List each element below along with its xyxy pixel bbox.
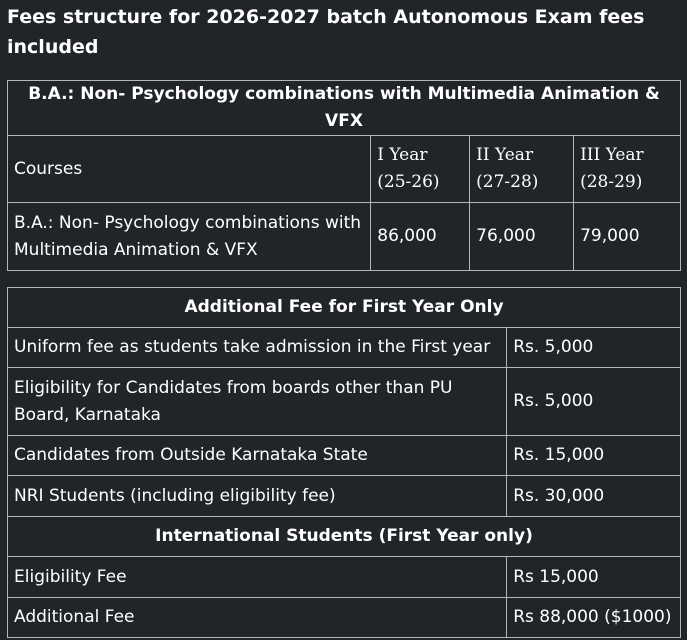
table-row [8, 598, 681, 638]
year3-column-header: III Year (28-29) [574, 136, 681, 203]
fee-label-cell: Eligibility for Candidates from boards other than PU Board, Karnataka [8, 368, 507, 436]
table-row [8, 368, 681, 436]
additional-fee-table [7, 287, 681, 638]
fee-label-cell: NRI Students (including eligibility fee) [8, 476, 507, 517]
page-heading: Fees structure for 2026-2027 batch Autonomous Exam fees included [7, 6, 645, 58]
table-row [8, 557, 681, 598]
fee-value-cell: Rs 15,000 [507, 557, 681, 598]
additional-fee-title-row [8, 288, 681, 328]
fee-label-cell: Additional Fee [8, 598, 507, 638]
fee-value-cell: Rs. 5,000 [507, 328, 681, 368]
year3-fee-cell: 79,000 [574, 203, 681, 271]
fee-value-cell: Rs. 5,000 [507, 368, 681, 436]
fee-label-cell: Eligibility Fee [8, 557, 507, 598]
table-row [8, 328, 681, 368]
course-fee-table [7, 80, 681, 271]
year1-column-header: I Year (25-26) [371, 136, 470, 203]
course-name-cell: B.A.: Non- Psychology combinations with Multimedia Animation & VFX [8, 203, 371, 271]
table-row [8, 476, 681, 517]
year2-column-header: II Year (27-28) [470, 136, 574, 203]
fee-value-cell: Rs. 15,000 [507, 436, 681, 476]
international-title-row [8, 517, 681, 557]
fee-label-cell: Candidates from Outside Karnataka State [8, 436, 507, 476]
additional-fee-title: Additional Fee for First Year Only [8, 288, 681, 328]
international-students-title: International Students (First Year only) [8, 517, 681, 557]
fee-value-cell: Rs. 30,000 [507, 476, 681, 517]
year1-fee-cell: 86,000 [371, 203, 470, 271]
fee-label-cell: Uniform fee as students take admission in the First year [8, 328, 507, 368]
course-fee-table-header-row [8, 136, 681, 203]
course-fee-table-title: B.A.: Non- Psychology combinations with Multimedia Animation & VFX [8, 81, 681, 136]
course-fee-table-title-row [8, 81, 681, 136]
table-row [8, 436, 681, 476]
year2-fee-cell: 76,000 [470, 203, 574, 271]
fee-value-cell: Rs 88,000 ($1000) [507, 598, 681, 638]
table-row [8, 203, 681, 271]
courses-column-header: Courses [8, 136, 371, 203]
